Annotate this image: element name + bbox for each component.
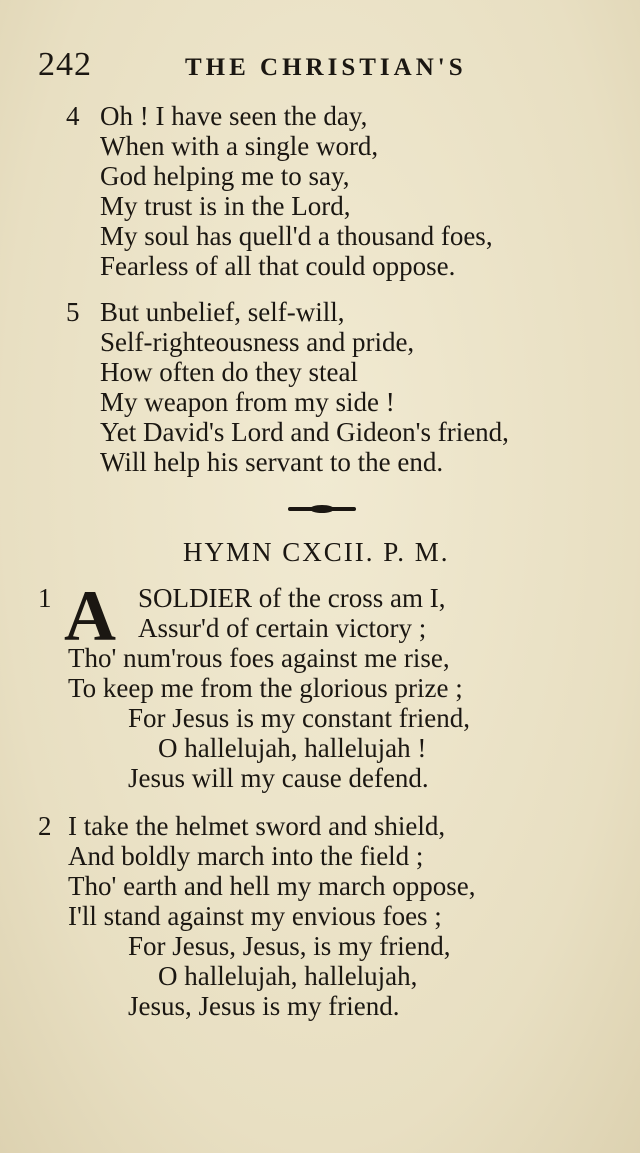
- verse-line: For Jesus, Jesus, is my friend,: [128, 931, 451, 961]
- verse-line: O hallelujah, hallelujah,: [158, 961, 418, 991]
- stanza-number: 2: [38, 811, 52, 841]
- verse-line: O hallelujah, hallelujah !: [158, 733, 427, 763]
- verse-line: I'll stand against my envious foes ;: [68, 901, 442, 931]
- verse-line: Self-righteousness and pride,: [100, 327, 415, 357]
- verse-line: For Jesus is my constant friend,: [128, 703, 470, 733]
- verse-line: And boldly march into the field ;: [68, 841, 424, 871]
- stanza-number: 1: [38, 583, 52, 613]
- verse-line: God helping me to say,: [100, 161, 350, 191]
- verse-line: Yet David's Lord and Gideon's friend,: [100, 417, 509, 447]
- verse-line: To keep me from the glorious prize ;: [68, 673, 463, 703]
- verse-line: My weapon from my side !: [100, 387, 395, 417]
- running-head: THE CHRISTIAN'S: [185, 54, 467, 81]
- verse-line: Jesus, Jesus is my friend.: [128, 991, 400, 1021]
- ornament-rule: [288, 507, 356, 511]
- verse-line: Will help his servant to the end.: [100, 447, 444, 477]
- drop-cap: A: [64, 576, 116, 656]
- verse-line: Jesus will my cause defend.: [128, 763, 429, 793]
- stanza-number: 4: [66, 101, 80, 131]
- verse-line: My soul has quell'd a thousand foes,: [100, 221, 493, 251]
- verse-line: SOLDIER of the cross am I,: [138, 583, 446, 613]
- verse-line: When with a single word,: [100, 131, 379, 161]
- verse-line: Assur'd of certain victory ;: [138, 613, 427, 643]
- page-number: 242: [38, 46, 92, 83]
- verse-line: How often do they steal: [100, 357, 358, 387]
- verse-line: Fearless of all that could oppose.: [100, 251, 456, 281]
- verse-line: Tho' earth and hell my march oppose,: [68, 871, 476, 901]
- verse-line: But unbelief, self-will,: [100, 297, 345, 327]
- hymn-title: HYMN CXCII. P. M.: [183, 537, 450, 567]
- verse-line: Oh ! I have seen the day,: [100, 101, 368, 131]
- verse-line: Tho' num'rous foes against me rise,: [68, 643, 450, 673]
- stanza-number: 5: [66, 297, 80, 327]
- verse-line: My trust is in the Lord,: [100, 191, 351, 221]
- verse-line: I take the helmet sword and shield,: [68, 811, 446, 841]
